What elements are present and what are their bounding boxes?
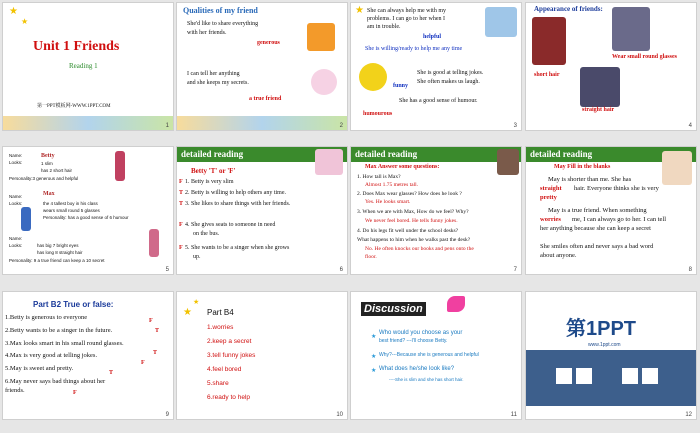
answer-mark: F xyxy=(73,390,77,396)
text-line: 1 slim xyxy=(41,161,53,166)
angel-image xyxy=(311,69,337,95)
brand-logo: 第1PPT xyxy=(566,318,637,340)
question-item: 2. Betty is willing to help others any time. xyxy=(185,190,286,196)
question-item: 1.Betty is generous to everyone xyxy=(5,314,88,321)
section-heading: Betty 'T' or 'F' xyxy=(191,167,236,175)
slide-title: Appearance of friends: xyxy=(534,5,603,13)
qr-code-image xyxy=(642,368,658,384)
character-name: Max xyxy=(43,191,55,197)
slide-number: 5 xyxy=(165,267,169,273)
slide-number: 6 xyxy=(339,267,343,273)
slide-number: 7 xyxy=(513,267,517,273)
answer-item: 2.keep a secret xyxy=(207,338,252,345)
answer-mark: F xyxy=(141,360,145,366)
text-line: May is a true friend. When something xyxy=(548,207,647,214)
answer-text: Almost 1.75 metres tall. xyxy=(365,182,419,188)
text-line: May is shorter than me. She has xyxy=(548,176,632,183)
girl-portrait-image xyxy=(580,67,620,107)
text-line: am in trouble. xyxy=(367,24,401,30)
text-line: has big 7 bright eyes xyxy=(37,243,79,248)
qr-code-image xyxy=(576,368,592,384)
blank-answer: straight xyxy=(540,185,562,192)
text-line: She'd like to share everything xyxy=(187,21,259,27)
answer-item: 4.feel bored xyxy=(207,366,242,373)
slide-thumbnail-6[interactable] xyxy=(176,146,348,275)
slide-number: 8 xyxy=(688,267,692,273)
label: Name: xyxy=(9,236,23,241)
question-item: 3. She likes to share things with her friends. xyxy=(185,201,291,207)
section-heading: May Fill in the blanks xyxy=(554,164,611,170)
blank-answer: worries xyxy=(540,216,561,223)
label: Name: xyxy=(9,153,23,158)
question-item: What happens to him when he walks past the desk? xyxy=(357,237,471,243)
question-item: ----She is slim and she has short hair. xyxy=(389,377,464,382)
question-item: 2. Does Max wear glasses? How does he look ? xyxy=(357,191,462,197)
question-item: 4. Do his legs fit well under the school desks? xyxy=(357,228,459,234)
answer-mark: T xyxy=(179,201,184,207)
text-line: straight hair xyxy=(582,107,615,113)
slide-thumbnail-4[interactable] xyxy=(525,2,697,131)
star-icon: ★ xyxy=(183,307,192,318)
keyword: generous xyxy=(257,40,280,46)
keyword: a true friend xyxy=(249,96,282,102)
slide-number: 1 xyxy=(165,123,169,129)
slide-number: 9 xyxy=(165,412,169,418)
question-item: best friend? ---I'll choose Betty. xyxy=(379,338,448,344)
text-line: her anything because she can keep a secret xyxy=(540,225,651,232)
slide-thumbnail-8[interactable] xyxy=(525,146,697,275)
slide-thumbnail-5[interactable] xyxy=(2,146,174,275)
question-item: 4.Max is very good at telling jokes. xyxy=(5,352,98,359)
girl-portrait-image xyxy=(315,149,343,175)
slide-header-bar xyxy=(351,147,521,162)
answer-text: floor. xyxy=(365,254,377,260)
slide-thumbnail-11[interactable] xyxy=(350,291,522,420)
girl-figure-image xyxy=(115,151,125,181)
question-item: 6.May never says bad things about her xyxy=(5,378,106,385)
label: Looks: xyxy=(9,160,23,165)
star-icon: ★ xyxy=(371,354,377,360)
girl-portrait-image xyxy=(532,17,566,65)
answer-mark: T xyxy=(179,190,184,196)
question-item: 1. How tall is Max? xyxy=(357,174,401,180)
text-line: I can tell her anything xyxy=(187,71,240,77)
star-icon: ★ xyxy=(9,6,18,17)
question-item: on the bus. xyxy=(193,231,220,237)
slide-thumbnail-9[interactable] xyxy=(2,291,174,420)
text-line: and she keeps my secrets. xyxy=(187,80,249,86)
slide-title: Part B2 True or false: xyxy=(33,300,114,309)
slide-title: Qualities of my friend xyxy=(183,6,258,15)
question-item: 3. When we are with Max, How do we feel? Why? xyxy=(357,209,469,215)
answer-mark: F xyxy=(179,245,183,251)
question-item: Why?---Because she is generous and helpful xyxy=(379,352,479,358)
slide-title: Part B4 xyxy=(207,308,234,317)
text-line: She often makes us laugh. xyxy=(417,79,480,85)
boy-portrait-image xyxy=(612,7,650,51)
text-line: She is willing/ready to help me any time xyxy=(365,46,463,52)
decorative-ribbon xyxy=(177,116,347,130)
slide-title: Unit 1 Friends xyxy=(33,39,120,54)
answer-item: 3.tell funny jokes xyxy=(207,352,256,359)
question-item: Who would you choose as your xyxy=(379,330,463,336)
question-item: 5.May is sweet and pretty. xyxy=(5,365,74,372)
answer-text: No. He often knocks our books and pens onto the xyxy=(365,246,474,252)
decorative-ribbon xyxy=(3,116,173,130)
qr-code-image xyxy=(622,368,638,384)
star-icon: ★ xyxy=(371,334,377,340)
text-line: She is good at telling jokes. xyxy=(417,70,484,76)
answer-mark: F xyxy=(179,222,183,228)
text-line: me, I can always go to her. I can tell xyxy=(572,216,667,223)
brand-url: www.1ppt.com xyxy=(588,342,621,348)
boy-figure-image xyxy=(21,207,31,231)
answer-mark: T xyxy=(153,350,158,356)
text-line: She has a good sense of humour. xyxy=(399,98,478,104)
question-item: 4. She gives seats to someone in need xyxy=(185,222,276,228)
question-item: 1. Betty is very slim xyxy=(185,179,234,185)
question-item: 5. She wants to be a singer when she grows xyxy=(185,245,290,251)
slide-subtitle: Reading 1 xyxy=(69,62,98,70)
text-line: wears small round 5 glasses xyxy=(43,208,100,213)
slide-number: 10 xyxy=(336,412,343,418)
slide-thumbnail-10[interactable] xyxy=(176,291,348,420)
slide-thumbnail-7[interactable] xyxy=(350,146,522,275)
answer-item: 6.ready to help xyxy=(207,394,251,401)
answer-mark: T xyxy=(155,328,160,334)
text-line: about anyone. xyxy=(540,252,577,259)
text-line: problems. I can go to her when I xyxy=(367,16,445,22)
section-heading: Max Answer some questions: xyxy=(365,164,440,170)
text-line: She smiles often and never says a bad word xyxy=(540,243,654,250)
cartoon-cat-image xyxy=(307,23,335,51)
slide-thumbnail-12[interactable] xyxy=(525,291,697,420)
slide-number: 12 xyxy=(685,412,692,418)
text-line: hair. Everyone thinks she is very xyxy=(574,185,659,192)
star-icon: ★ xyxy=(21,17,29,26)
answer-item: 1.worries xyxy=(207,324,234,331)
answer-item: 5.share xyxy=(207,380,229,387)
label: Looks: xyxy=(9,243,23,248)
text-line: Personality: has a good sense of 6 humour xyxy=(43,215,129,220)
character-name: Betty xyxy=(41,153,55,159)
slide-thumbnail-2[interactable] xyxy=(176,2,348,131)
answer-text: We never feel bored. He tells funny jokes. xyxy=(365,218,458,224)
slide-number: 4 xyxy=(688,123,692,129)
blank-answer: pretty xyxy=(540,194,557,201)
answer-mark: T xyxy=(109,370,114,376)
text-line: Personality: 9 a true friend can keep a 10 secret xyxy=(9,258,105,263)
question-item: 3.Max looks smart in his small round glasses. xyxy=(5,340,124,347)
answer-mark: F xyxy=(179,179,183,185)
keyword: funny xyxy=(393,83,409,89)
question-item: What does he/she look like? xyxy=(379,366,455,372)
feather-icon xyxy=(447,296,465,312)
qr-code-image xyxy=(556,368,572,384)
label: Name: xyxy=(9,194,23,199)
slide-number: 11 xyxy=(510,412,517,418)
text-line: has 2 short hair xyxy=(41,168,73,173)
star-icon: ★ xyxy=(371,368,377,374)
text-line: with her friends. xyxy=(187,30,227,36)
text-line: the 4 tallest boy in his class xyxy=(43,201,98,206)
text-line: Wear small round glasses xyxy=(612,54,677,60)
star-icon: ★ xyxy=(355,5,364,16)
girl-portrait-image xyxy=(662,151,692,185)
slide-number: 3 xyxy=(513,123,517,129)
slide-footer: 第一PPT模板网-WWW.1PPT.COM xyxy=(37,104,111,109)
text-line: short hair xyxy=(534,72,560,78)
star-icon: ★ xyxy=(193,299,200,306)
slide-title: detailed reading xyxy=(530,149,593,159)
answer-mark: F xyxy=(149,318,153,324)
question-item: up. xyxy=(193,254,201,260)
slide-number: 2 xyxy=(339,123,343,129)
slide-thumbnail-3[interactable] xyxy=(350,2,522,131)
friends-image xyxy=(485,7,517,37)
slide-title: detailed reading xyxy=(355,149,418,159)
slide-title: detailed reading xyxy=(181,149,244,159)
boy-portrait-image xyxy=(497,149,519,175)
footer-banner xyxy=(526,350,697,406)
label: Looks: xyxy=(9,201,23,206)
slide-title: Discussion xyxy=(361,302,426,316)
question-item: 2.Betty wants to be a singer in the future. xyxy=(5,327,113,334)
answer-text: Yes. He looks smart. xyxy=(365,199,411,205)
girl-figure-image xyxy=(149,229,159,257)
keyword: helpful xyxy=(423,34,442,40)
question-item: friends. xyxy=(5,387,25,394)
keyword: humourous xyxy=(363,111,393,117)
text-line: She can always help me with my xyxy=(367,8,446,14)
text-line: has long 8 straight hair xyxy=(37,250,83,255)
slide-thumbnail-1[interactable] xyxy=(2,2,174,131)
text-line: Personality:3 generous and helpful xyxy=(9,176,79,181)
smiley-face-icon xyxy=(359,63,387,91)
